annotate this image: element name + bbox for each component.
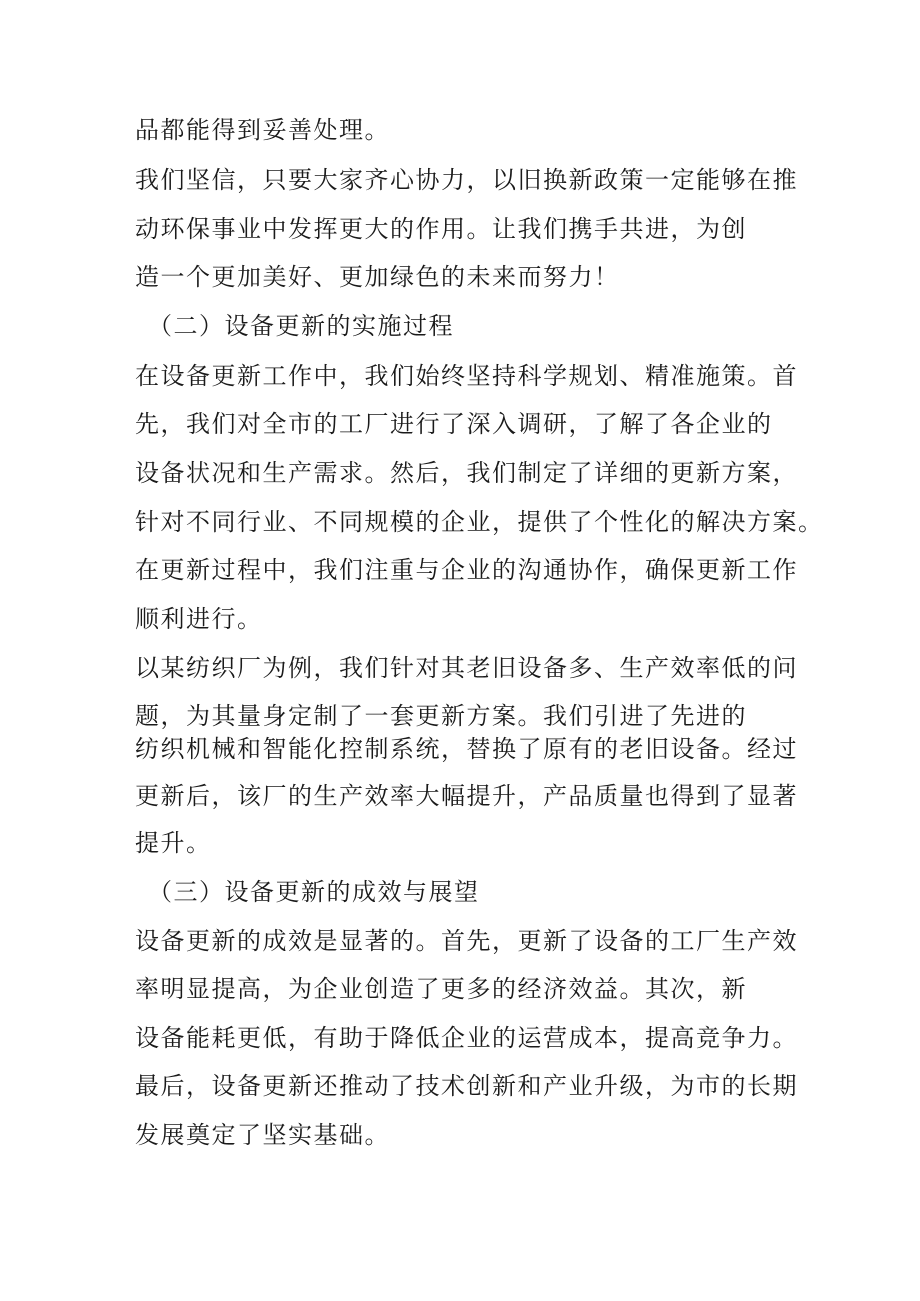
paragraph-line: 更新后，该厂的生产效率大幅提升，产品质量也得到了显著 <box>135 782 798 810</box>
paragraph-line: 造一个更加美好、更加绿色的未来而努力！ <box>135 263 620 291</box>
paragraph-line: 动环保事业中发挥更大的作用。让我们携手共进，为创 <box>135 215 747 243</box>
paragraph-line: 顺利进行。 <box>135 605 263 633</box>
paragraph-line: 品都能得到妥善处理。 <box>135 116 390 144</box>
paragraph-line: 题，为其量身定制了一套更新方案。我们引进了先进的 <box>135 702 747 730</box>
paragraph-line: 率明显提高，为企业创造了更多的经济效益。其次，新 <box>135 975 747 1003</box>
paragraph-line: 以某纺织厂为例，我们针对其老旧设备多、生产效率低的问 <box>135 654 798 682</box>
paragraph-line: 设备状况和生产需求。然后，我们制定了详细的更新方案， <box>135 459 798 487</box>
paragraph-line: 在设备更新工作中，我们始终坚持科学规划、精准施策。首 <box>135 362 798 390</box>
paragraph-line: 先，我们对全市的工厂进行了深入调研，了解了各企业的 <box>135 410 773 438</box>
section-heading: （二）设备更新的实施过程 <box>148 312 454 340</box>
paragraph-line: 在更新过程中，我们注重与企业的沟通协作，确保更新工作 <box>135 556 798 584</box>
paragraph-line: 纺织机械和智能化控制系统，替换了原有的老旧设备。经过 <box>135 735 798 763</box>
paragraph-line: 提升。 <box>135 829 212 857</box>
paragraph-line: 我们坚信，只要大家齐心协力，以旧换新政策一定能够在推 <box>135 166 798 194</box>
paragraph-line: 最后，设备更新还推动了技术创新和产业升级，为市的长期 <box>135 1072 798 1100</box>
paragraph-line: 针对不同行业、不同规模的企业，提供了个性化的解决方案。 <box>135 508 824 536</box>
paragraph-line: 设备能耗更低，有助于降低企业的运营成本，提高竞争力。 <box>135 1024 798 1052</box>
paragraph-line: 发展奠定了坚实基础。 <box>135 1121 390 1149</box>
section-heading: （三）设备更新的成效与展望 <box>148 878 480 906</box>
paragraph-line: 设备更新的成效是显著的。首先，更新了设备的工厂生产效 <box>135 927 798 955</box>
